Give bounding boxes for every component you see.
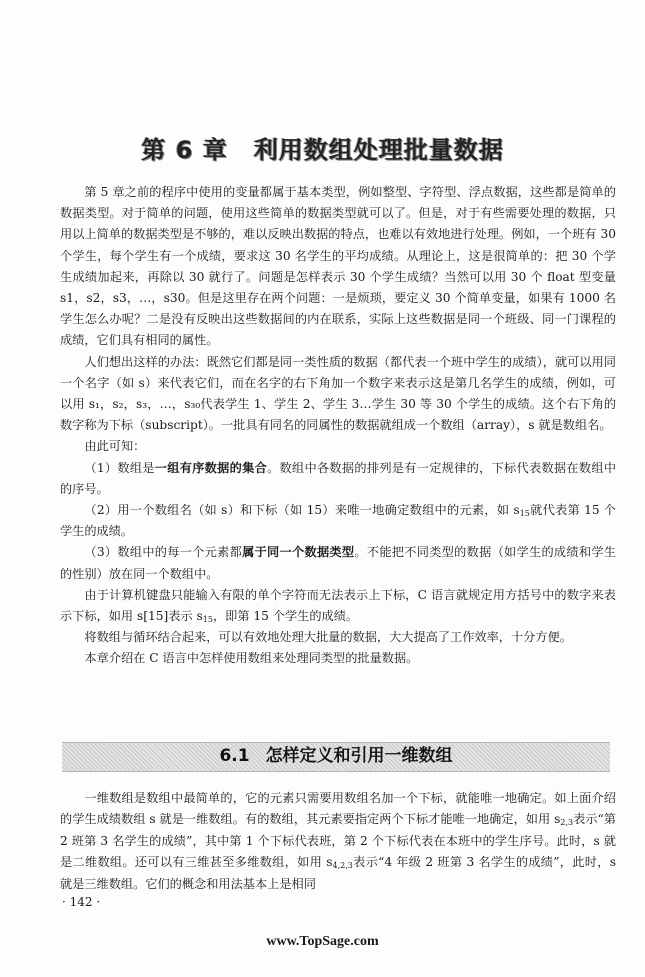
footer-url: www.TopSage.com bbox=[266, 934, 379, 949]
emphasis: 属于同一个数据类型 bbox=[242, 545, 355, 560]
chapter-title bbox=[0, 130, 645, 165]
paragraph: 第 5 章之前的程序中使用的变量都属于基本类型，例如整型、字符型、浮点数据，这些都是简单的数据类型。对于简单的问题，使用这些简单的数据类型就可以了。但是，对于有些需要处理的数据，只用以上简单的数据类型是不够的，难以反映出数据的特点，也难以有效地进行处理。例如，一个班有 30 个学生，每个学生有一个成绩，要求这 30 名学生的平均成绩。从理论上，这是很简单的：把 30 个学生成绩加起来，再除以 30 就行了。问题是怎样表示 30 个学生成绩？当然可以用 30 个 float 型变量 s1，s2，s3，…，s30。但是这里存在两个问题：一是烦琐，要定义 30 个简单变量，如果有 1000 名学生怎么办呢？二是没有反映出这些数据间的内在联系，实际上这些数据是同一个班级、同一门课程的成绩，它们具有相同的属性。 bbox=[60, 185, 616, 348]
page-number: · 142 · bbox=[62, 895, 101, 909]
paragraph: 一维数组是数组中最简单的，它的元素只需要用数组名加一个下标，就能唯一地确定。如上面介绍的学生成绩数组 s 就是一维数组。有的数组，其元素要指定两个下标才能唯一地确定，如用 $s_{2,3}$表示“第 2 班第 3 名学生的成绩”，其中第 1 个下标代表班，第 2 个下标代表在本班中的学生序号。此时，s 就是二维数组。还可以有三维甚至多维数组，如用 $s_{4,2,3}$表示“4 年级 2 班第 3 名学生的成绩”，此时，s 就是三维数组。它们的概念和用法基本上是相同 bbox=[60, 791, 616, 891]
list-item: （3）数组中的每一个元素都属于同一个数据类型。不能把不同类型的数据（如学生的成绩和学生的性别）放在同一个数组中。 bbox=[60, 545, 617, 581]
section-number: 6.1 bbox=[219, 746, 250, 766]
paragraph: 人们想出这样的办法：既然它们都是同一类性质的数据（都代表一个班中学生的成绩），就可以用同一个名字（如 s）来代表它们，而在名字的右下角加一个数字来表示这是第几名学生的成绩，例如，可以用 s₁，s₂，s₃，…，s₃₀代表学生 1、学生 2、学生 3…学生 30 等 30 个学生的成绩。这个右下角的数字称为下标（subscript）。一批具有同名的同属性的数据就组成一个数组（array），s 就是数组名。 bbox=[60, 354, 617, 433]
paragraph: 由于计算机键盘只能输入有限的单个字符而无法表示上下标，C 语言就规定用方括号中的数字来表示下标，如用 s[15]表示 $s_{15}$，即第 15 个学生的成绩。 bbox=[60, 587, 616, 625]
paragraph: 本章介绍在 C 语言中怎样使用数组来处理同类型的批量数据。 bbox=[84, 651, 419, 666]
list-item: （2）用一个数组名（如 s）和下标（如 15）来唯一地确定数组中的元素，如 $s_{15}$就代表第 15 个学生的成绩。 bbox=[60, 503, 616, 539]
paragraph: 将数组与循环结合起来，可以有效地处理大批量的数据，大大提高了工作效率，十分方便。 bbox=[84, 630, 572, 645]
section-name: 怎样定义和引用一维数组 bbox=[265, 746, 453, 766]
chapter-name: 利用数组处理批量数据 bbox=[253, 136, 504, 164]
subscript-list: s₁，s₂，s₃，…，s₃₀ bbox=[88, 397, 201, 412]
section-heading bbox=[62, 742, 610, 770]
section-body bbox=[60, 788, 616, 895]
chapter-intro bbox=[60, 182, 616, 670]
emphasis: 一组有序数据的集合 bbox=[154, 460, 268, 475]
list-item: （1）数组是一组有序数据的集合。数组中各数据的排列是有一定规律的，下标代表数据在数组中的序号。 bbox=[60, 460, 617, 496]
chapter-number: 第 6 章 bbox=[141, 136, 228, 164]
paragraph: 由此可知： bbox=[84, 439, 146, 454]
